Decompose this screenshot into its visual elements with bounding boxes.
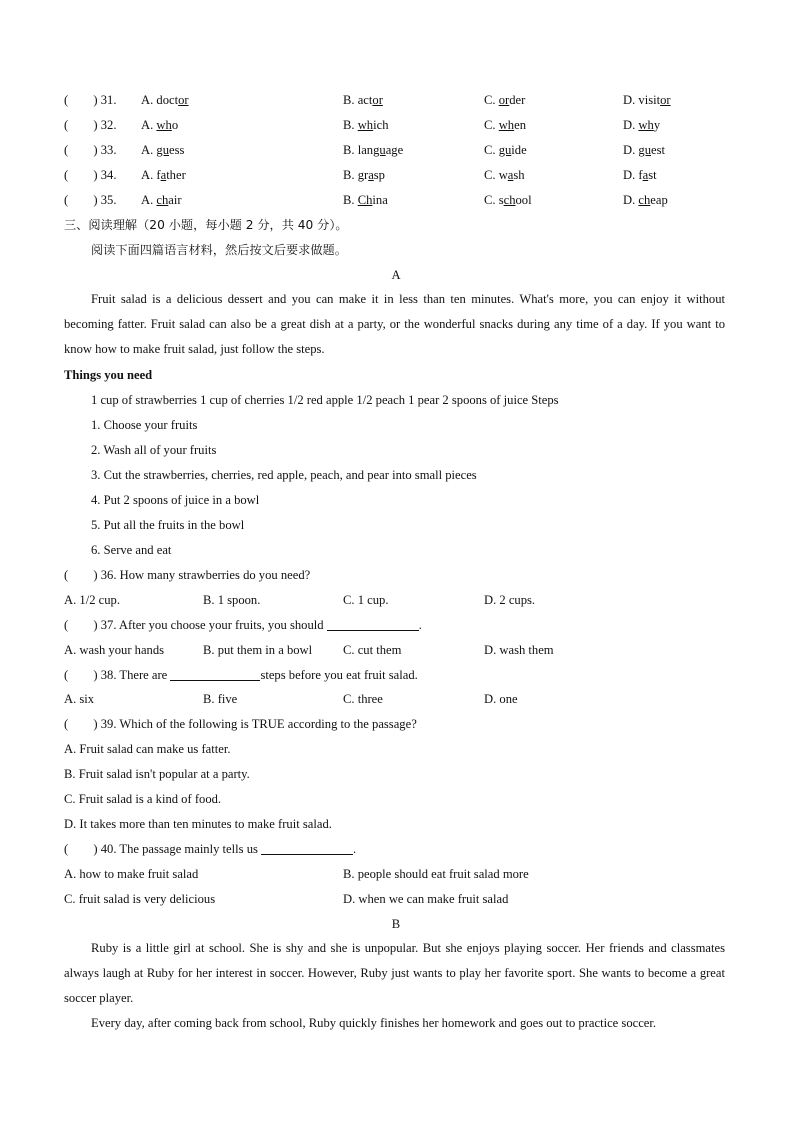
option-b: B. China (343, 193, 388, 207)
things-heading: Things you need (64, 368, 153, 382)
question-36-stem: ( ) 36. How many strawberries do you need? (64, 568, 311, 582)
question-40-stem: ( ) 40. The passage mainly tells us . (64, 842, 357, 856)
step-item: 5. Put all the fruits in the bowl (91, 518, 245, 532)
option-a: A. chair (141, 193, 182, 207)
option-c: C. cut them (343, 643, 402, 657)
option-a: A. Fruit salad can make us fatter. (64, 742, 231, 756)
answer-blank (327, 617, 419, 631)
option-b: B. language (343, 143, 404, 157)
question-32 (64, 115, 728, 135)
option-c: C. guide (484, 143, 527, 157)
option-b: B. 1 spoon. (203, 593, 261, 607)
option-d: D. It takes more than ten minutes to make fruit salad. (64, 817, 332, 831)
question-31 (64, 90, 728, 110)
step-item: 6. Serve and eat (91, 543, 172, 557)
option-d: D. visitor (623, 93, 671, 107)
option-a: A. father (141, 168, 186, 182)
question-number: ( ) 32. (64, 118, 117, 132)
option-c: C. 1 cup. (343, 593, 389, 607)
step-item: 1. Choose your fruits (91, 418, 198, 432)
option-c: C. wash (484, 168, 525, 182)
passage-b-letter: B (391, 917, 401, 931)
option-a: A. who (141, 118, 179, 132)
option-d: D. fast (623, 168, 657, 182)
option-c: C. fruit salad is very delicious (64, 892, 216, 906)
option-a: A. 1/2 cup. (64, 593, 120, 607)
passage-b-paragraph-1: Ruby is a little girl at school. She is shy and she is unpopular. But she enjoys playing soccer. Her friends and classmates always laugh at Ruby for her interest in soccer. However, Ruby just wants to play her favorite sport. She wants to become a great soccer player. (64, 941, 725, 1005)
question-40-options-row2 (64, 889, 728, 909)
option-c: C. when (484, 118, 526, 132)
question-37-stem: ( ) 37. After you choose your fruits, you should . (64, 618, 422, 632)
step-item: 4. Put 2 spoons of juice in a bowl (91, 493, 260, 507)
question-number: ( ) 33. (64, 143, 117, 157)
option-d: D. why (623, 118, 661, 132)
question-38-stem: ( ) 38. There are steps before you eat fruit salad. (64, 668, 418, 682)
question-34 (64, 165, 728, 185)
question-38-options (64, 689, 728, 709)
question-number: ( ) 35. (64, 193, 117, 207)
section-title: 三、阅读理解（20 小题，每小题 2 分，共 40 分）。 (64, 218, 348, 232)
passage-a-letter: A (391, 268, 401, 282)
things-list: 1 cup of strawberries 1 cup of cherries 1/2 red apple 1/2 peach 1 pear 2 spoons of juice Steps (91, 393, 559, 407)
option-d: D. when we can make fruit salad (343, 892, 509, 906)
option-a: A. guess (141, 143, 185, 157)
option-b: B. Fruit salad isn't popular at a party. (64, 767, 250, 781)
question-number: ( ) 31. (64, 93, 117, 107)
option-c: C. three (343, 692, 383, 706)
option-b: B. which (343, 118, 389, 132)
option-b: B. five (203, 692, 238, 706)
option-a: A. wash your hands (64, 643, 165, 657)
question-35 (64, 190, 728, 210)
option-a: A. doctor (141, 93, 189, 107)
option-d: D. cheap (623, 193, 668, 207)
answer-blank (170, 667, 260, 681)
question-40-options-row1 (64, 864, 728, 884)
section-instruction: 阅读下面四篇语言材料，然后按文后要求做题。 (91, 243, 347, 257)
option-b: B. actor (343, 93, 383, 107)
step-item: 3. Cut the strawberries, cherries, red apple, peach, and pear into small pieces (91, 468, 477, 482)
option-d: D. guest (623, 143, 665, 157)
question-number: ( ) 34. (64, 168, 117, 182)
question-39-stem: ( ) 39. Which of the following is TRUE according to the passage? (64, 717, 417, 731)
passage-b-paragraph-2: Every day, after coming back from school, Ruby quickly finishes her homework and goes out to practice soccer. (91, 1016, 657, 1030)
option-c: C. school (484, 193, 532, 207)
question-37-options (64, 640, 728, 660)
option-b: B. grasp (343, 168, 385, 182)
question-36-options (64, 590, 728, 610)
option-b: B. people should eat fruit salad more (343, 867, 529, 881)
question-33 (64, 140, 728, 160)
option-d: D. 2 cups. (484, 593, 536, 607)
answer-blank (261, 841, 353, 855)
option-b: B. put them in a bowl (203, 643, 313, 657)
option-d: D. one (484, 692, 518, 706)
option-c: C. Fruit salad is a kind of food. (64, 792, 222, 806)
option-a: A. how to make fruit salad (64, 867, 199, 881)
step-item: 2. Wash all of your fruits (91, 443, 217, 457)
option-d: D. wash them (484, 643, 554, 657)
passage-a-intro: Fruit salad is a delicious dessert and you can make it in less than ten minutes. What's more, you can enjoy it without becoming fatter. Fruit salad can also be a great dish at a party, or the wonderful snacks during any time of a day. If you want to know how to make fruit salad, just follow the steps. (64, 292, 725, 356)
option-c: C. order (484, 93, 526, 107)
option-a: A. six (64, 692, 95, 706)
